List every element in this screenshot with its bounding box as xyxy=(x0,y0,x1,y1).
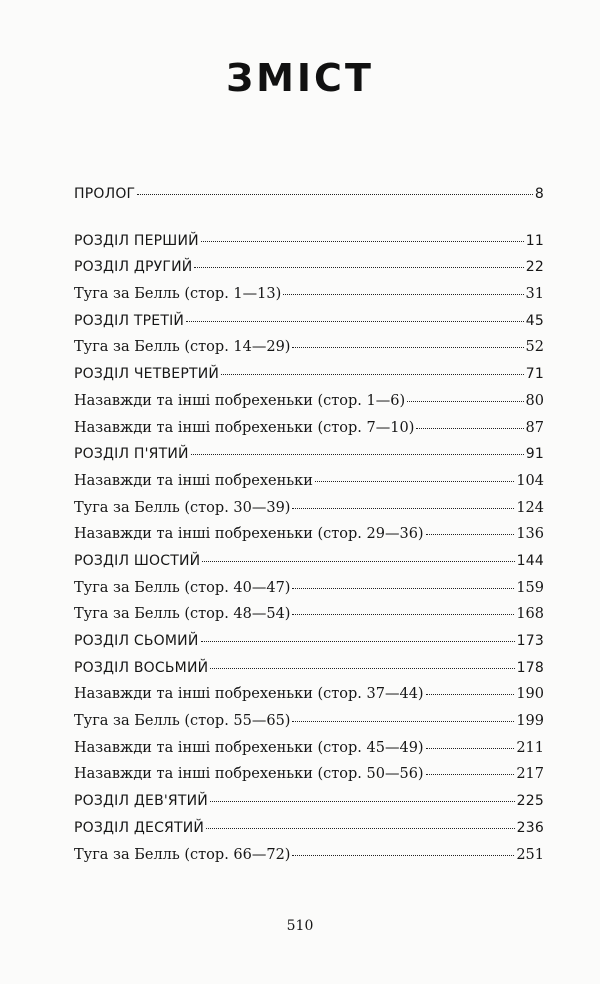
toc-entry-label: Туга за Белль (стор. 55—65) xyxy=(74,713,291,730)
toc-entry-page: 124 xyxy=(516,499,544,516)
toc-entry xyxy=(74,500,544,527)
dot-leader xyxy=(221,374,524,375)
dot-leader xyxy=(292,721,514,722)
toc-entry-label: Туга за Белль (стор. 1—13) xyxy=(74,286,282,303)
toc-entry-label: РОЗДІЛ СЬОМИЙ xyxy=(74,633,199,649)
toc-entry-label: РОЗДІЛ ТРЕТІЙ xyxy=(74,312,185,329)
dot-leader xyxy=(426,774,515,775)
dot-leader xyxy=(202,561,514,562)
toc-entry-page: 190 xyxy=(516,686,544,703)
toc-entry-page: 211 xyxy=(516,739,544,756)
toc-entry xyxy=(74,766,544,793)
toc-entry xyxy=(74,473,544,500)
toc-entry-label: РОЗДІЛ ДЕВ'ЯТИЙ xyxy=(74,793,208,810)
dot-leader xyxy=(315,481,514,482)
toc-entry xyxy=(74,446,544,473)
toc-entry-label: Назавжди та інші побрехеньки (стор. 7—10) xyxy=(74,419,415,436)
toc-entry-label: Туга за Белль (стор. 40—47) xyxy=(74,579,291,596)
toc-entry-label: Туга за Белль (стор. 48—54) xyxy=(74,606,291,623)
toc-entry-page: 225 xyxy=(516,793,544,810)
toc-entry-page: 45 xyxy=(525,312,544,329)
dot-leader xyxy=(194,267,523,268)
toc-entry-page: 178 xyxy=(516,659,544,676)
toc-entry-label: РОЗДІЛ ШОСТИЙ xyxy=(74,552,201,569)
toc-entry-page: 144 xyxy=(516,552,544,569)
toc-entry-label: РОЗДІЛ ВОСЬМИЙ xyxy=(74,659,209,676)
toc-entry-page: 22 xyxy=(525,259,544,276)
toc-entry xyxy=(74,820,544,847)
table-of-contents xyxy=(74,186,544,873)
dot-leader xyxy=(210,801,515,802)
page-title: ЗМІСТ xyxy=(226,56,374,100)
toc-entry-label: Назавжди та інші побрехеньки (стор. 45—49) xyxy=(74,739,424,756)
toc-entry-label: РОЗДІЛ П'ЯТИЙ xyxy=(74,446,189,463)
toc-entry-page: 136 xyxy=(516,526,544,543)
dot-leader xyxy=(137,194,533,195)
toc-entry-label: ПРОЛОГ xyxy=(74,186,136,202)
toc-entry xyxy=(74,420,544,447)
toc-entry xyxy=(74,580,544,607)
toc-entry-label: Назавжди та інші побрехеньки (стор. 29—36) xyxy=(74,526,424,543)
toc-entry-page: 173 xyxy=(516,633,544,649)
toc-entry-label: РОЗДІЛ ЧЕТВЕРТИЙ xyxy=(74,366,220,383)
toc-entry-label: Туга за Белль (стор. 14—29) xyxy=(74,339,291,356)
dot-leader xyxy=(292,588,514,589)
toc-entry xyxy=(74,660,544,687)
dot-leader xyxy=(416,428,523,429)
dot-leader xyxy=(426,534,515,535)
toc-entry-page: 159 xyxy=(516,579,544,596)
toc-entry xyxy=(74,366,544,393)
toc-entry xyxy=(74,526,544,553)
toc-entry-label: РОЗДІЛ ПЕРШИЙ xyxy=(74,232,199,249)
toc-entry-label: Назавжди та інші побрехеньки (стор. 50—56) xyxy=(74,766,424,783)
toc-entry-label: Назавжди та інші побрехеньки xyxy=(74,472,313,489)
page-number: 510 xyxy=(286,918,314,934)
toc-entry xyxy=(74,393,544,420)
dot-leader xyxy=(210,668,514,669)
toc-entry-page: 236 xyxy=(516,819,544,836)
dot-leader xyxy=(292,508,514,509)
toc-entry-label: Назавжди та інші побрехеньки (стор. 1—6) xyxy=(74,392,406,409)
toc-entry xyxy=(74,606,544,633)
dot-leader xyxy=(292,347,523,348)
toc-entry xyxy=(74,740,544,767)
toc-entry xyxy=(74,233,544,260)
toc-entry-page: 71 xyxy=(525,366,544,383)
toc-entry-label: Назавжди та інші побрехеньки (стор. 37—44) xyxy=(74,686,424,703)
toc-entry-page: 87 xyxy=(525,419,544,436)
dot-leader xyxy=(191,454,524,455)
dot-leader xyxy=(201,641,515,642)
dot-leader xyxy=(201,241,524,242)
dot-leader xyxy=(292,855,514,856)
dot-leader xyxy=(426,748,515,749)
toc-entry xyxy=(74,686,544,713)
toc-entry xyxy=(74,847,544,874)
toc-entry xyxy=(74,713,544,740)
toc-entry-label: Туга за Белль (стор. 30—39) xyxy=(74,499,291,516)
toc-entry xyxy=(74,313,544,340)
dot-leader xyxy=(407,401,523,402)
dot-leader xyxy=(283,294,523,295)
dot-leader xyxy=(426,694,515,695)
toc-entry-page: 52 xyxy=(525,339,544,356)
toc-entry-label: РОЗДІЛ ДРУГИЙ xyxy=(74,259,193,276)
toc-entry xyxy=(74,259,544,286)
dot-leader xyxy=(206,828,515,829)
toc-entry xyxy=(74,286,544,313)
toc-entry-page: 251 xyxy=(516,846,544,863)
dot-leader xyxy=(292,614,514,615)
toc-entry xyxy=(74,793,544,820)
dot-leader xyxy=(186,321,524,322)
toc-entry-label: РОЗДІЛ ДЕСЯТИЙ xyxy=(74,819,205,836)
toc-entry xyxy=(74,553,544,580)
toc-entry-page: 8 xyxy=(534,186,544,202)
toc-entry-page: 168 xyxy=(516,606,544,623)
toc-entry xyxy=(74,339,544,366)
toc-entry-label: Туга за Белль (стор. 66—72) xyxy=(74,846,291,863)
toc-entry-page: 91 xyxy=(525,446,544,463)
toc-entry-page: 199 xyxy=(516,713,544,730)
toc-entry-page: 80 xyxy=(525,392,544,409)
toc-entry xyxy=(74,186,544,213)
toc-entry-page: 104 xyxy=(516,472,544,489)
toc-entry-page: 11 xyxy=(525,232,544,249)
toc-entry xyxy=(74,633,544,660)
toc-entry-page: 31 xyxy=(525,286,544,303)
toc-entry-page: 217 xyxy=(516,766,544,783)
